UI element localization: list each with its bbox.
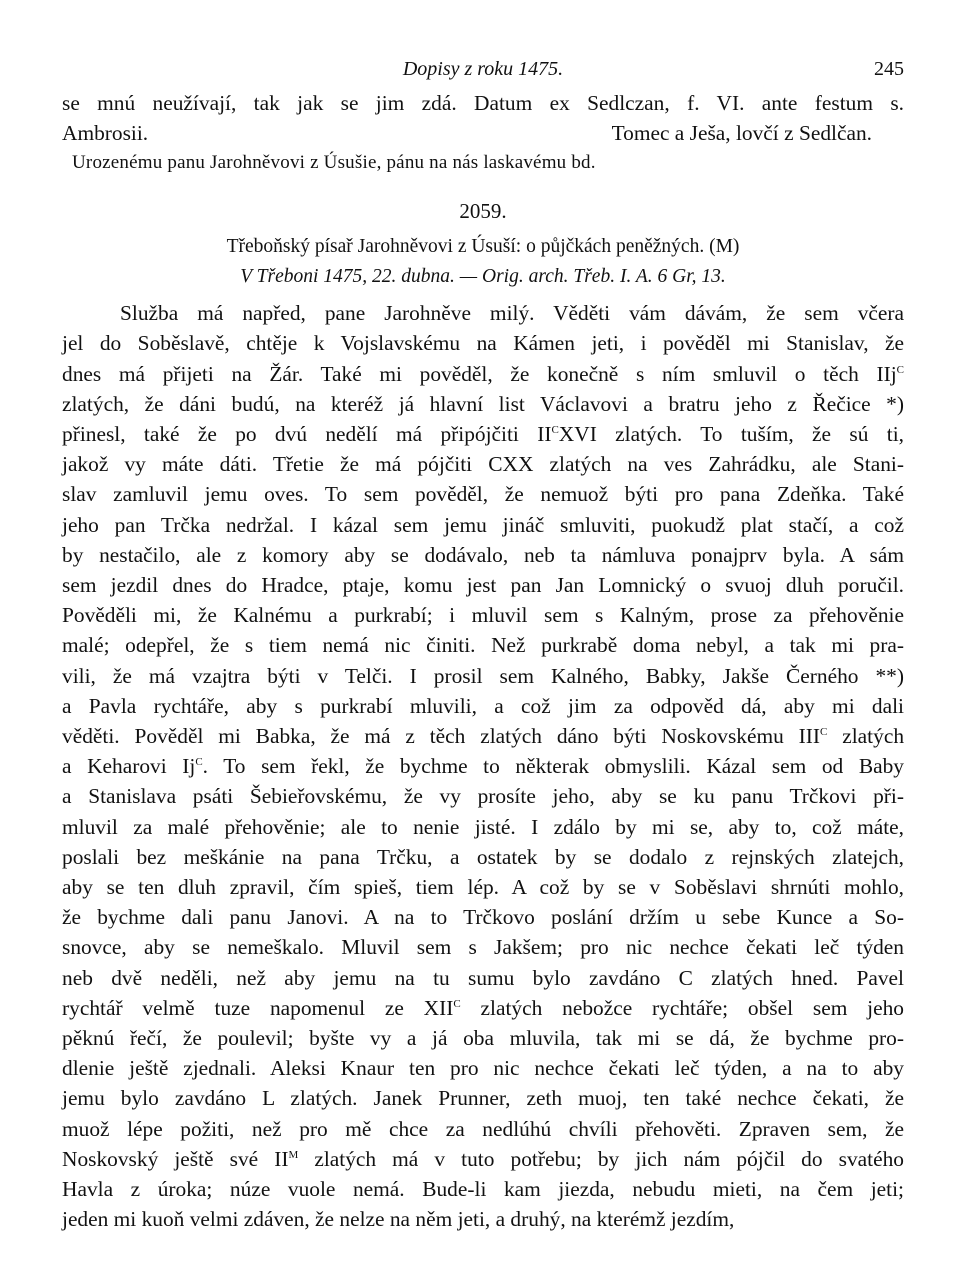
text-line: muož lépe požiti, než pro mě chce za nedlúhú chvíli přehověti. Zpraven sem, že (62, 1116, 904, 1141)
address-line: Urozenému panu Jarohněvovi z Úsušie, pánu na nás laskavému bd. (72, 152, 596, 174)
text-line: zlatých, že dáni budú, na kteréž já hlavní list Václavovi a bratru jeho z Řečice *) (62, 391, 904, 416)
text-line: věděti. Pověděl mi Babka, že má z těch zlatých dáno býti Noskovskému $III^C$ zlatých (62, 724, 905, 749)
text-line: a Pavla rychtáře, aby s purkrabí mluvili, a což jim za odpověd dá, aby mi dali (62, 693, 904, 718)
text-line: přinesl, také že po dvú nedělí má připójčiti $II^CXVI$ zlatých. To tuším, že sú ti, (62, 422, 904, 447)
text-line: jemu bylo zavdáno L zlatých. Janek Prunner, zeth muoj, ten také nechce čekati, že (62, 1086, 904, 1111)
text-line: slav zamluvil jemu oves. To sem pověděl, že nemuož býti pro pana Zdeňka. Také (62, 482, 904, 507)
previous-letter-end (62, 88, 904, 178)
text-line: Havla z úroka; núze vuole nemá. Bude-li kam jiezda, nebudu mieti, na čem jeti; (62, 1177, 904, 1202)
text-line: a Keharovi $Ij^C$. To sem řekl, že bychme to některak obmyslili. Kázal sem od Baby (62, 754, 904, 779)
text-line: aby se ten dluh zpravil, čím spieš, tiem lép. A což by se v Soběslavi shrnúti mohlo, (62, 875, 904, 900)
signature-line (62, 118, 904, 148)
page-number: 245 (874, 58, 904, 80)
superscript: C (195, 756, 203, 769)
text-line: pěknú řečí, že poulevil; byšte vy a já oba mluvila, tak mi se dá, že bychme pro- (62, 1026, 904, 1051)
text-fragment: Ambrosii. (62, 121, 149, 146)
superscript: C (551, 424, 559, 437)
text-line: a Stanislava psáti Šebieřovskému, že vy prosíte jeho, aby se ku panu Trčkovi při- (62, 784, 904, 809)
superscript: C (453, 997, 461, 1010)
text-line: Služba má napřed, pane Jarohněve milý. Věděti vám dávám, že sem včera (120, 301, 904, 326)
letter-body (62, 298, 904, 1234)
superscript: C (820, 726, 828, 739)
page (62, 52, 904, 1235)
text-line: Noskovský ještě své $II^M$ zlatých má v tuto potřebu; by jich nám pójčil do svatého (62, 1146, 904, 1171)
text-line: jeden mi kuoň velmi zdáven, že nelze na něm jeti, a druhý, na kterémž jezdím, (62, 1207, 735, 1232)
text-line: že bychme dali panu Janovi. A na to Trčkovo poslání držím u sebe Kunce a So- (62, 905, 904, 930)
running-head (62, 52, 904, 88)
text-line: dlenie ještě zjednali. Aleksi Knaur ten pro nic nechce čekati leč týden, a na to aby (62, 1056, 904, 1081)
text-line: by nestačilo, ale z komory aby se dodávalo, neb ta námluva ponajprv byla. A sám (62, 542, 904, 567)
text-line: snovce, aby se nemeškalo. Mluvil sem s Jakšem; pro nic nechce čekati leč týden (62, 935, 904, 960)
text-line: malé; odepřel, že s tiem nemá nic činiti. Než purkrabě doma nebyl, a tak mi pra- (62, 633, 904, 658)
text-line: dnes má přijeti na Žár. Také mi pověděl, že konečně s ním smluvil o těch IIj$^C$ (62, 361, 904, 386)
text-line: rychtář velmě tuze napomenul ze $XII^C$ zlatých nebožce rychtáře; obšel sem jeho (62, 995, 904, 1020)
text-line: mluvil za malé přehověnie; ale to nenie jisté. I zdálo by mi se, aby to, což máte, (62, 814, 904, 839)
signature: Tomec a Ješa, lovčí z Sedlčan. (611, 121, 872, 146)
document-number: 2059. (459, 199, 507, 224)
superscript: C (896, 363, 904, 376)
running-title: Dopisy z roku 1475. (402, 58, 564, 80)
text-line: neb dvě neděli, než aby jemu na tu sumu bylo zavdáno C zlatých hned. Pavel (62, 965, 904, 990)
document-summary: Třeboňský písař Jarohněvovi z Úsuší: o půjčkách peněžných. (M) (226, 236, 740, 258)
text-line: poslali bez meškánie na pana Trčku, a ostatek by se dodalo z rejnských zlatejch, (62, 844, 904, 869)
superscript: M (288, 1148, 299, 1161)
text-line: jakož vy máte dáti. Třetie že má pójčiti CXX zlatých na ves Zahrádku, ale Stani- (62, 452, 904, 477)
text-line: Pověděli mi, že Kalnému a purkrabí; i mluvil sem s Kalným, prose za přehověnie (62, 603, 904, 628)
text-line: vili, že má vzajtra býti v Telči. I prosil sem Kalného, Babky, Jakše Černého **) (62, 663, 904, 688)
text-line: sem jezdil dnes do Hradce, ptaje, komu jest pan Jan Lomnický o svuoj dluh poručil. (62, 573, 904, 598)
text-line: se mnú neužívají, tak jak se jim zdá. Datum ex Sedlczan, f. VI. ante festum s. (62, 91, 904, 115)
text-line: jel do Soběslavě, chtěje k Vojslavskému na Kámen jeti, i pověděl mi Stanislav, že (62, 331, 904, 356)
document-source: V Třeboni 1475, 22. dubna. — Orig. arch. Třeb. I. A. 6 Gr, 13. (240, 266, 726, 288)
text-line: jeho pan Trčka nedržal. I kázal sem jemu jináč smluviti, puokudž plat stačí, a což (62, 512, 904, 537)
